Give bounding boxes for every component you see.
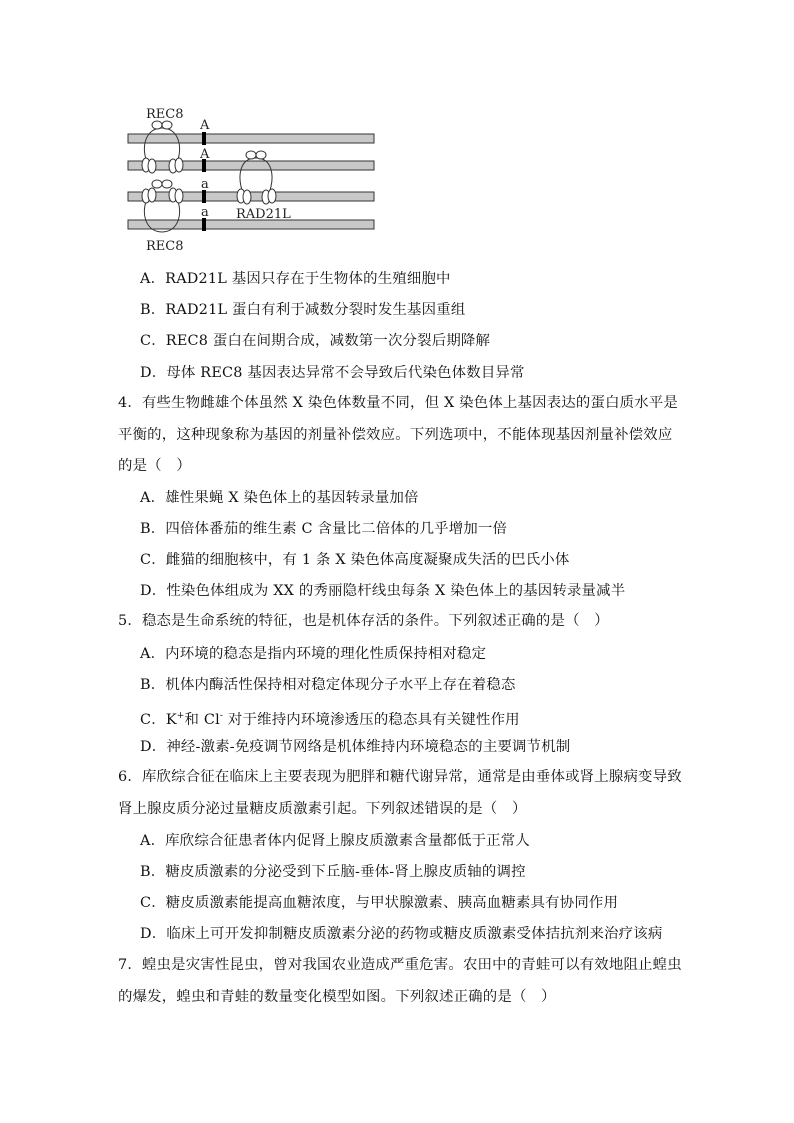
q5-option-d: D．神经-激素-免疫调节网络是机体维持内环境稳态的主要调节机制: [140, 739, 571, 755]
q3-option-d: D．母体 REC8 基因表达异常不会导致后代染色体数目异常: [140, 365, 525, 381]
allele-label-2: A: [200, 147, 210, 162]
q6-option-b: B．糖皮质激素的分泌受到下丘脑-垂体-肾上腺皮质轴的调控: [140, 864, 526, 880]
allele-label-3: a: [201, 177, 209, 192]
q6-option-a: A．库欣综合征患者体内促肾上腺皮质激素含量都低于正常人: [140, 833, 530, 849]
q4-stem: 4．有些生物雌雄个体虽然 X 染色体数量不同，但 X 染色体上基因表达的蛋白质水平是平衡的，这种现象称为基因的剂量补偿效应。下列选项中，不能体现基因剂量补偿效应的是（ ）: [118, 395, 679, 474]
q4-option-d: D．性染色体组成为 XX 的秀丽隐杆线虫每条 X 染色体上的基因转录量减半: [140, 583, 626, 599]
allele-label-1: A: [200, 118, 210, 133]
q5-option-a: A．内环境的稳态是指内环境的理化性质保持相对稳定: [140, 646, 487, 662]
q3-option-c: C．REC8 蛋白在间期合成，减数第一次分裂后期降解: [140, 333, 491, 349]
rec8-label-bottom: REC8: [146, 239, 184, 254]
q5-option-c-prefix: C．: [140, 711, 166, 728]
q4-option-c: C．雌猫的细胞核中，有 1 条 X 染色体高度凝聚成失活的巴氏小体: [140, 552, 570, 568]
q7-stem: 7．蝗虫是灾害性昆虫，曾对我国农业造成严重危害。农田中的青蛙可以有效地阻止蝗虫的爆发，蝗虫和青蛙的数量变化模型如图。下列叙述正确的是（ ）: [118, 957, 682, 1005]
q4-option-a: A．雄性果蝇 X 染色体上的基因转录量加倍: [140, 490, 419, 506]
q5-option-c-ion1: K: [165, 711, 177, 728]
q6-option-d: D．临床上可开发抑制糖皮质激素分泌的药物或糖皮质激素受体拮抗剂来治疗该病: [140, 926, 663, 942]
q5-stem: 5．稳态是生命系统的特征，也是机体存活的条件。下列叙述正确的是（ ）: [118, 613, 609, 629]
q3-option-b: B．RAD21L 蛋白有利于减数分裂时发生基因重组: [140, 302, 466, 318]
q5-option-c-mid: 和 Cl: [184, 711, 220, 728]
locus-marker-1: [202, 132, 206, 145]
chromatid-1: [128, 134, 374, 143]
q5-option-c-sup2: -: [219, 711, 224, 721]
q3-option-a: A．RAD21L 基因只存在于生物体的生殖细胞中: [140, 271, 451, 287]
q5-option-c-sup1: +: [176, 711, 185, 721]
q4-option-b: B．四倍体番茄的维生素 C 含量比二倍体的几乎增加一倍: [140, 521, 508, 537]
allele-label-4: a: [201, 205, 209, 220]
chromosome-cohesin-figure: [126, 104, 386, 256]
q5-option-c: [140, 706, 700, 730]
q5-option-b: B．机体内酶活性保持相对稳定体现分子水平上存在着稳态: [140, 677, 516, 693]
rad21l-label: RAD21L: [236, 207, 291, 222]
q5-option-c-suffix: 对于维持内环境渗透压的稳态具有关键性作用: [223, 711, 520, 728]
q6-stem: 6．库欣综合征在临床上主要表现为肥胖和糖代谢异常，通常是由垂体或肾上腺病变导致肾上腺皮质分泌过量糖皮质激素引起。下列叙述错误的是（ ）: [118, 769, 682, 817]
q6-option-c: C．糖皮质激素能提高血糖浓度，与甲状腺激素、胰高血糖素具有协同作用: [140, 895, 619, 911]
rec8-label-top: REC8: [146, 107, 184, 122]
chromatid-2: [128, 161, 374, 170]
